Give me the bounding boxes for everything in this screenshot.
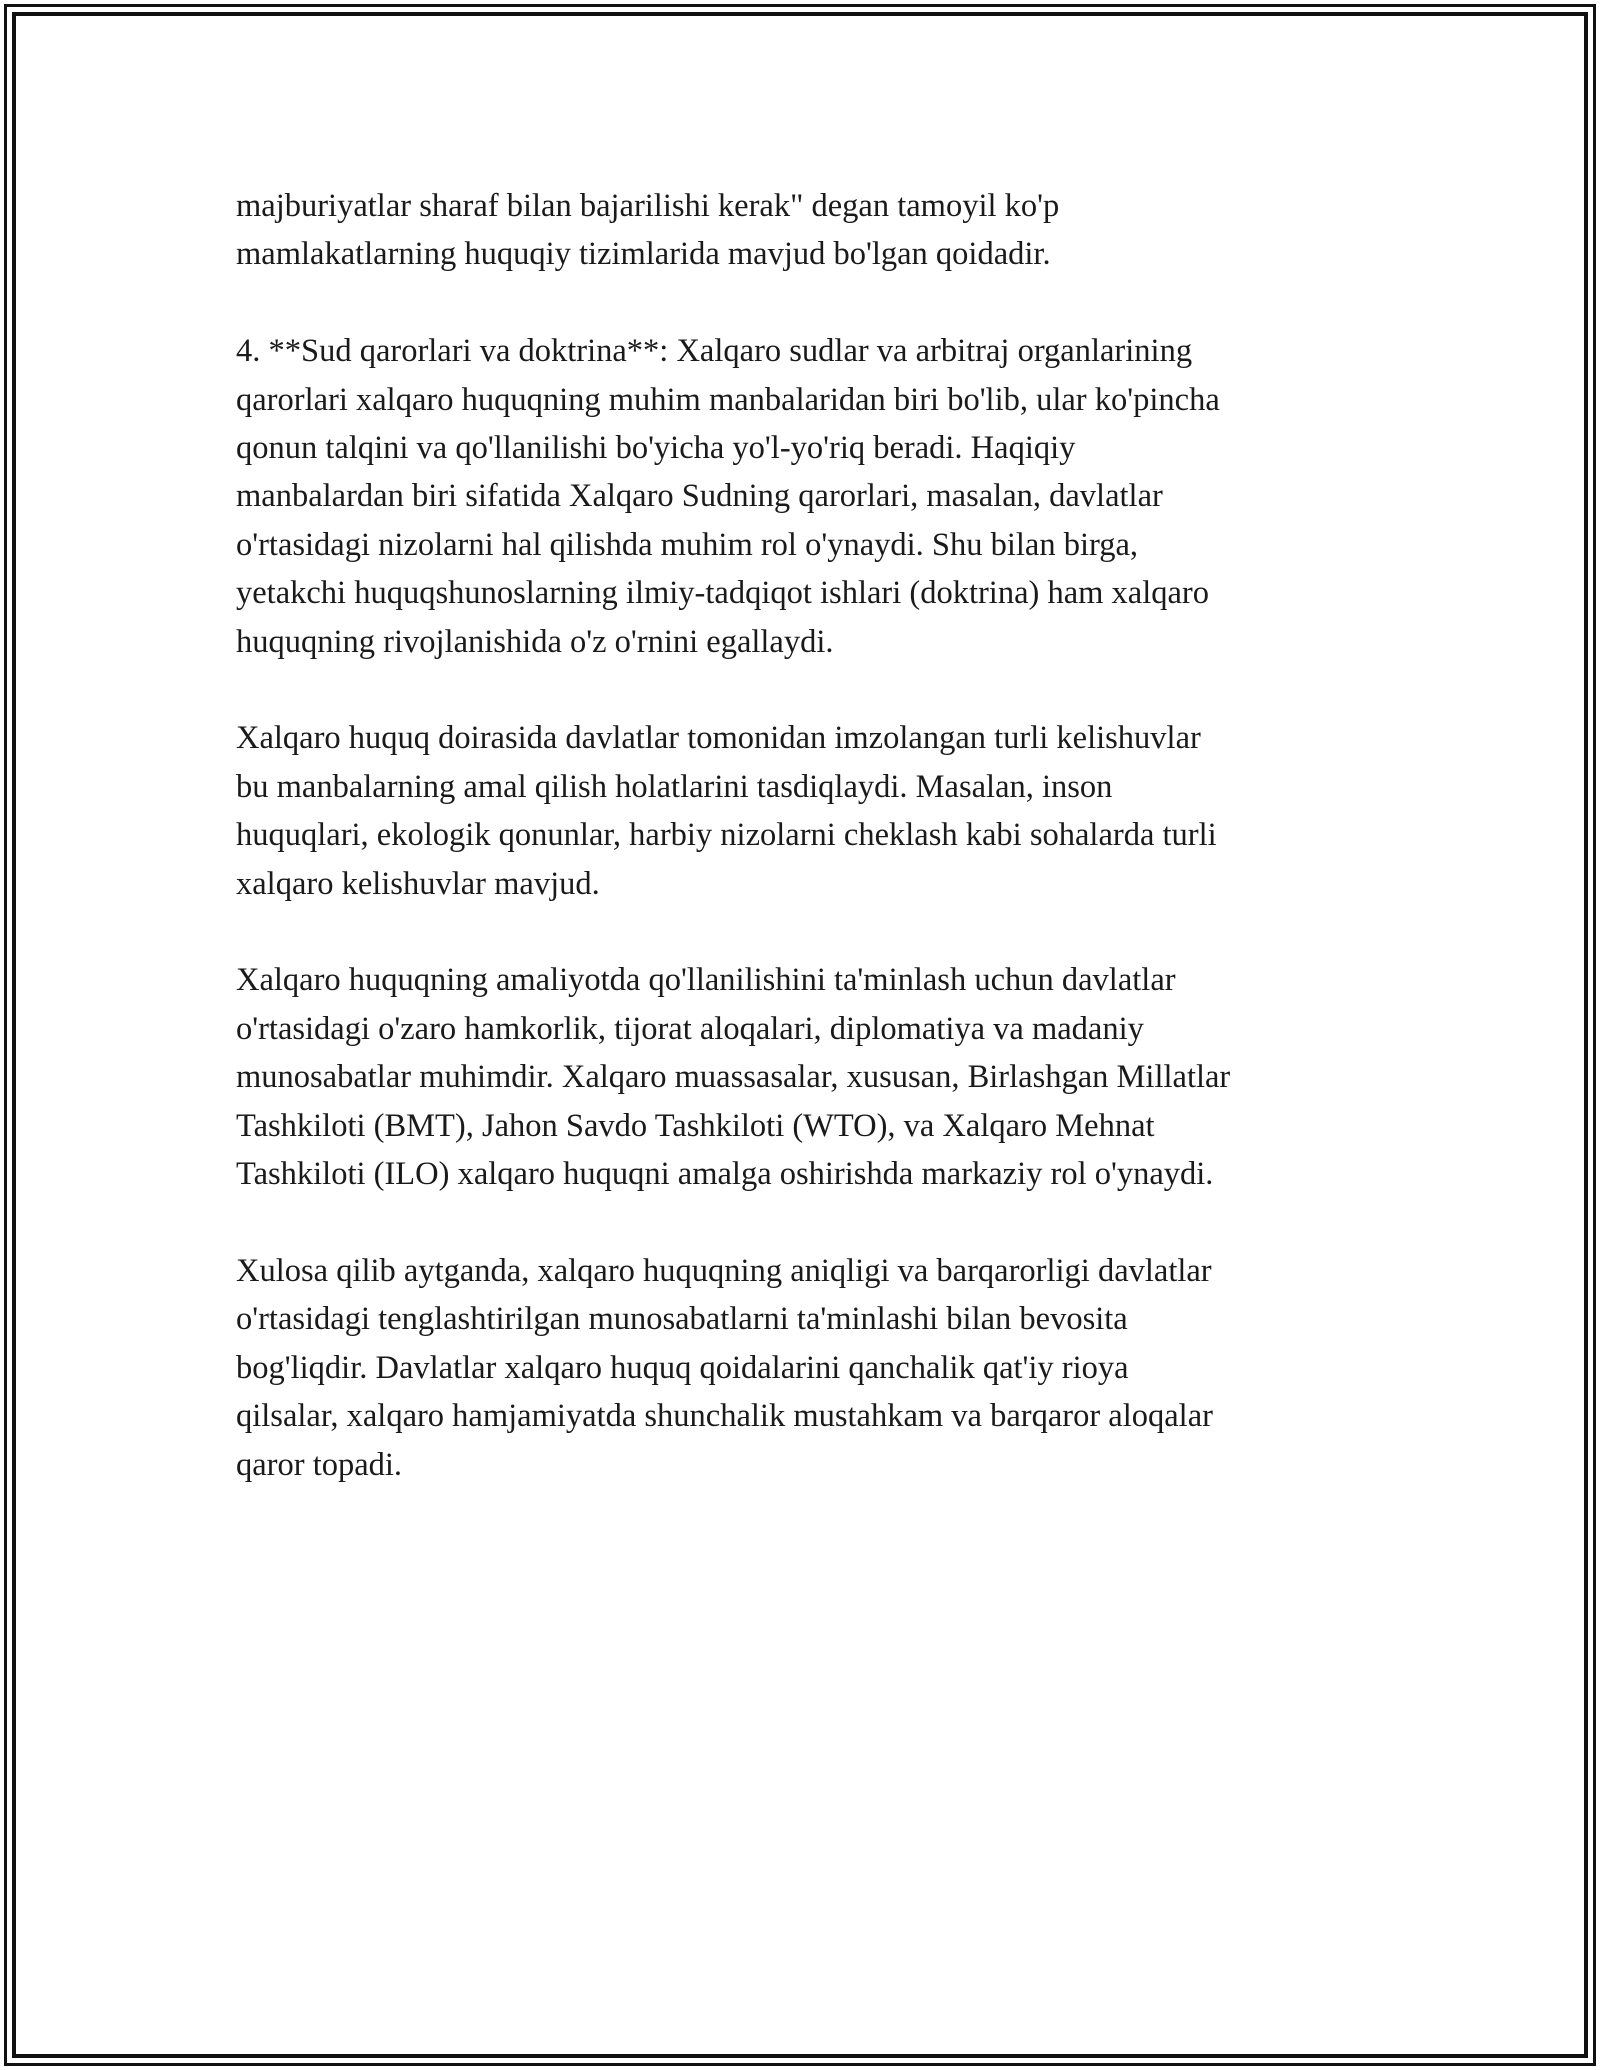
paragraph-court-decisions: 4. **Sud qarorlari va doktrina**: Xalqaro sudlar va arbitraj organlarining qarorlari xalqaro huquqning muhim manbalaridan biri bo'lib, ular ko'pincha qonun talqini va qo'llanilishi bo'yicha yo'l-yo'riq beradi. Haqiqiy manbalardan biri sifatida Xalqaro Sudning qarorlari, masalan, davlatlar o'rtasidagi nizolarni hal qilishda muhim rol o'ynaydi. Shu bilan birga, yetakchi huquqshunoslarning ilmiy-tadqiqot ishlari (doktrina) ham xalqaro huquqning rivojlanishida o'z o'rnini egallaydi. [236, 333, 1220, 660]
paragraph-agreements: Xalqaro huquq doirasida davlatlar tomonidan imzolangan turli kelishuvlar bu manbalarning amal qilish holatlarini tasdiqlaydi. Masalan, inson huquqlari, ekologik qonunlar, harbiy nizolarni cheklash kabi sohalarda turli xalqaro kelishuvlar mavjud. [236, 720, 1217, 902]
paragraph-cooperation: Xalqaro huquqning amaliyotda qo'llanilishini ta'minlash uchun davlatlar o'rtasidagi o'zaro hamkorlik, tijorat aloqalari, diplomatiya va madaniy munosabatlar muhimdir. Xalqaro muassasalar, xususan, Birlashgan Millatlar Tashkiloti (BMT), Jahon Savdo Tashkiloti (WTO), va Xalqaro Mehnat Tashkiloti (ILO) xalqaro huquqni amalga oshirishda markaziy rol o'ynaydi. [236, 962, 1231, 1193]
document-body [236, 182, 1376, 1537]
paragraph-conclusion: Xulosa qilib aytganda, xalqaro huquqning aniqligi va barqarorligi davlatlar o'rtasidagi tenglashtirilgan munosabatlarni ta'minlashi bilan bevosita bog'liqdir. Davlatlar xalqaro huquq qoidalarini qanchalik qat'iy rioya qilsalar, xalqaro hamjamiyatda shunchalik mustahkam va barqaror aloqalar qaror topadi. [236, 1252, 1213, 1483]
paragraph-continuation: majburiyatlar sharaf bilan bajarilishi kerak" degan tamoyil ko'p mamlakatlarning huquqiy tizimlarida mavjud bo'lgan qoidadir. [236, 188, 1060, 273]
